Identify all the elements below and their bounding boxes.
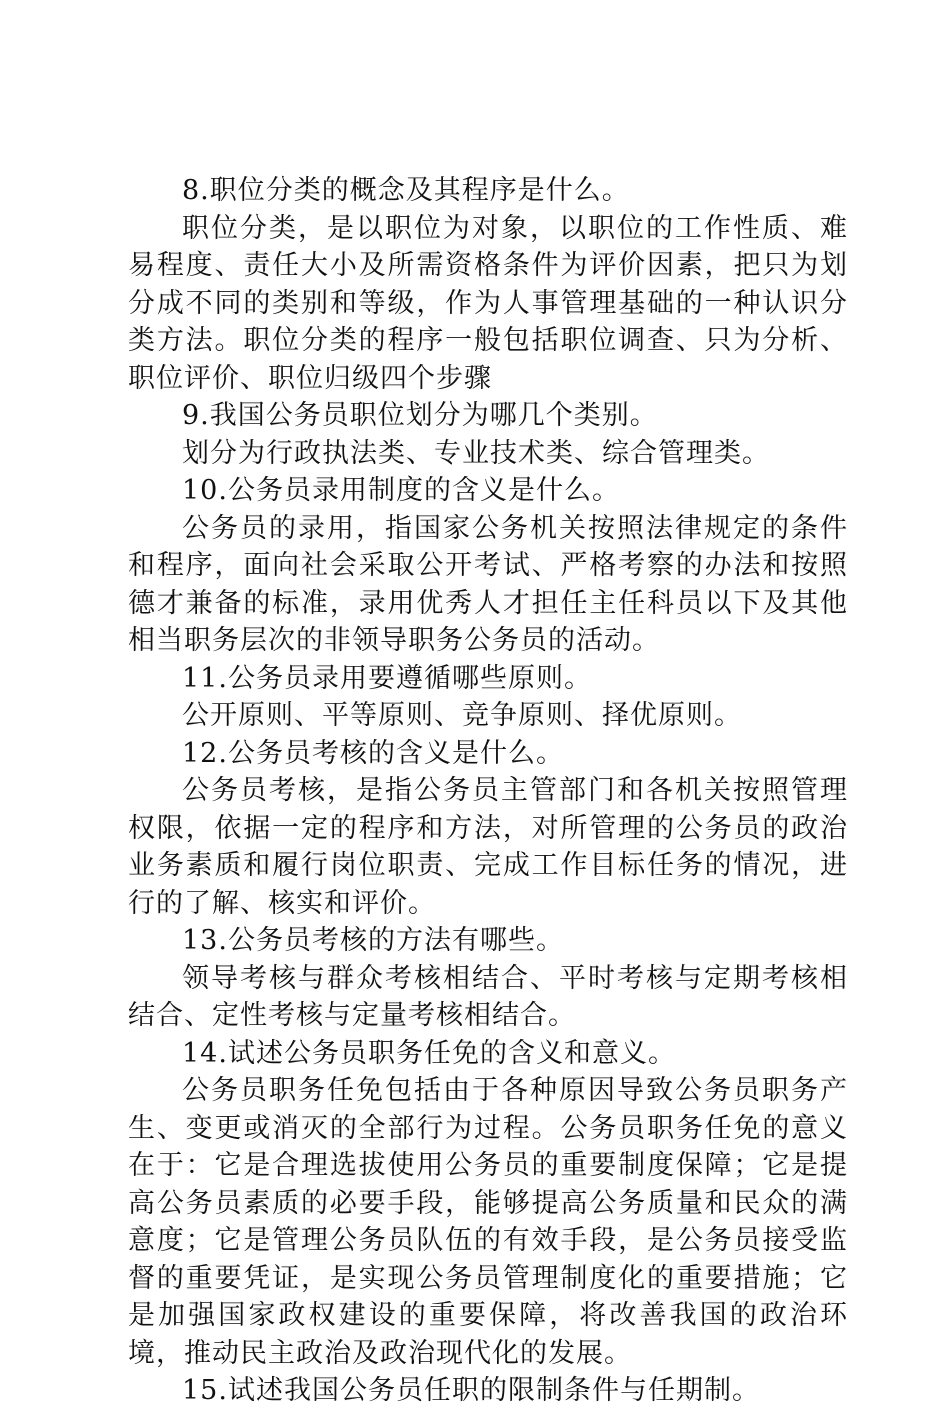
question-9: 9.我国公务员职位划分为哪几个类别。 <box>182 400 658 431</box>
question-11: 11.公务员录用要遵循哪些原则。 <box>182 662 592 694</box>
answer-8: 职位分类，是以职位为对象，以职位的工作性质、难易程度、责任大小及所需资格条件为评价因素，把只为划分成不同的类别和等级，作为人事管理基础的一种认识分类方法。职位分类的程序一般包括职位调查、只为分析、职位评价、职位归级四个步骤 <box>128 212 848 394</box>
question-10: 10.公务员录用制度的含义是什么。 <box>182 475 620 506</box>
answer-9: 划分为行政执法类、专业技术类、综合管理类。 <box>182 437 770 469</box>
question-8: 8.职位分类的概念及其程序是什么。 <box>182 175 630 206</box>
answer-14: 公务员职务任免包括由于各种原因导致公务员职务产生、变更或消灭的全部行为过程。公务员职务任免的意义在于：它是合理选拔使用公务员的重要制度保障；它是提高公务员素质的必要手段，能够提高公务质量和民众的满意度；它是管理公务员队伍的有效手段，是公务员接受监督的重要凭证，是实现公务员管理制度化的重要措施；它是加强国家政权建设的重要保障，将改善我国的政治环境，推动民主政治及政治现代化的发展。 <box>128 1075 848 1369</box>
answer-10: 公务员的录用，指国家公务机关按照法律规定的条件和程序，面向社会采取公开考试、严格考察的办法和按照德才兼备的标准，录用优秀人才担任主任科员以下及其他相当职务层次的非领导职务公务员的活动。 <box>128 512 848 656</box>
answer-12: 公务员考核，是指公务员主管部门和各机关按照管理权限，依据一定的程序和方法，对所管理的公务员的政治业务素质和履行岗位职责、完成工作目标任务的情况，进行的了解、核实和评价。 <box>128 775 848 919</box>
question-15: 15.试述我国公务员任职的限制条件与任期制。 <box>182 1375 760 1406</box>
answer-11: 公开原则、平等原则、竞争原则、择优原则。 <box>182 700 742 731</box>
question-13: 13.公务员考核的方法有哪些。 <box>182 925 564 956</box>
answer-13: 领导考核与群众考核相结合、平时考核与定期考核相结合、定性考核与定量考核相结合。 <box>128 962 848 1031</box>
document-body <box>128 172 848 1410</box>
question-12: 12.公务员考核的含义是什么。 <box>182 737 564 769</box>
question-14: 14.试述公务员职务任免的含义和意义。 <box>182 1037 676 1069</box>
